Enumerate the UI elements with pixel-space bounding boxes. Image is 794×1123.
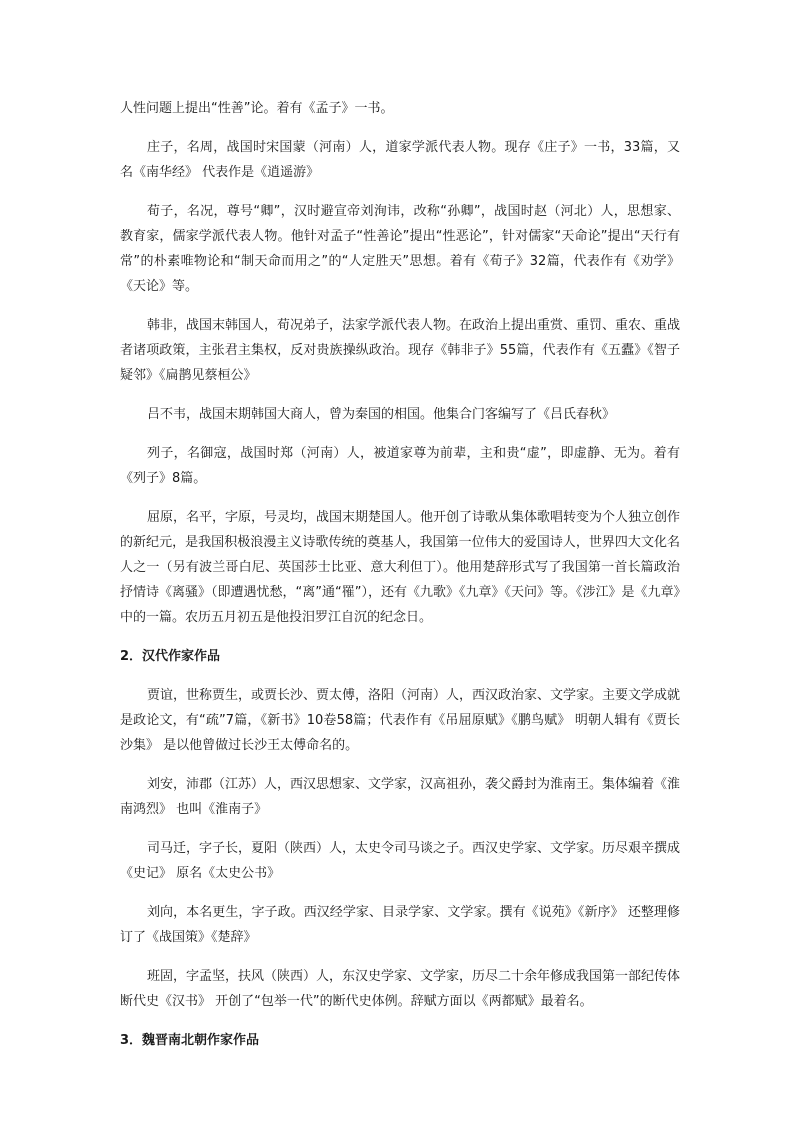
paragraph-simaqian: 司马迁，字子长，夏阳（陕西）人，太史令司马谈之子。西汉史学家、文学家。历尽艰辛撰成《史记》 原名《太史公书》 — [120, 841, 681, 881]
paragraph-jiayi: 贾谊，世称贾生，或贾长沙、贾太傅，洛阳（河南）人，西汉政治家、文学家。主要文学成就是政论文，有“疏”7篇，《新书》10卷58篇；代表作有《吊屈原赋》《鹏鸟赋》 明朝人辑有《贾长沙集》 是以他曾做过长沙王太傅命名的。 — [120, 688, 681, 753]
paragraph-lvbuwei: 吕不韦，战国末期韩国大商人，曾为秦国的相国。他集合门客编写了《吕氏春秋》 — [147, 407, 616, 422]
document-body — [120, 96, 680, 1067]
paragraph-hanfei: 韩非，战国末韩国人，荀况弟子，法家学派代表人物。在政治上提出重赏、重罚、重农、重战者诸项政策，主张君主集权，反对贵族操纵政治。现存《韩非子》55篇，代表作有《五蠹》《智子疑邻》《扁鹊见蔡桓公》 — [120, 318, 681, 383]
paragraph-mencius-end: 人性问题上提出“性善”论。着有《孟子》一书。 — [120, 101, 394, 116]
paragraph-zhuangzi: 庄子，名周，战国时宋国蒙（河南）人，道家学派代表人物。现存《庄子》一书，33篇，又名《南华经》 代表作是《逍遥游》 — [120, 140, 680, 180]
paragraph-xunzi: 荀子，名况，尊号“卿”，汉时避宣帝刘洵讳，改称“孙卿”，战国时赵（河北）人，思想家、教育家，儒家学派代表人物。他针对孟子“性善论”提出“性恶论”，针对儒家“天命论”提出“天行有常”的朴素唯物论和“制天命而用之”的“人定胜天”思想。着有《荀子》32篇，代表作有《劝学》《天论》等。 — [120, 204, 680, 294]
paragraph-liuan: 刘安，沛郡（江苏）人，西汉思想家、文学家，汉高祖孙，袭父爵封为淮南王。集体编着《淮南鸿烈》 也叫《淮南子》 — [120, 777, 681, 817]
paragraph-quyuan: 屈原，名平，字原，号灵均，战国末期楚国人。他开创了诗歌从集体歌唱转变为个人独立创作的新纪元，是我国积极浪漫主义诗歌传统的奠基人，我国第一位伟大的爱国诗人，世界四大文化名人之一（另有波兰哥白尼、英国莎士比亚、意大利但丁）。他用楚辞形式写了我国第一首长篇政治抒情诗《离骚》（即遭遇忧愁，“离”通“罹”），还有《九歌》《九章》《天问》等。《涉江》是《九章》中的一篇。农历五月初五是他投汨罗江自沉的纪念日。 — [120, 510, 681, 625]
paragraph-liuxiang: 刘向，本名更生，字子政。西汉经学家、目录学家、文学家。撰有《说苑》《新序》 还整理修订了《战国策》《楚辞》 — [120, 905, 680, 945]
section-heading-wei-jin: 3．魏晋南北朝作家作品 — [120, 1033, 260, 1048]
paragraph-bangu: 班固，字孟坚，扶风（陕西）人，东汉史学家、文学家，历尽二十余年修成我国第一部纪传体断代史《汉书》 开创了“包举一代”的断代史体例。辞赋方面以《两都赋》最着名。 — [120, 969, 681, 1009]
paragraph-liezi: 列子，名御寇，战国时郑（河南）人，被道家尊为前辈，主和贵“虚”，即虚静、无为。着有《列子》8篇。 — [120, 446, 680, 486]
section-heading-han: 2．汉代作家作品 — [120, 649, 221, 664]
